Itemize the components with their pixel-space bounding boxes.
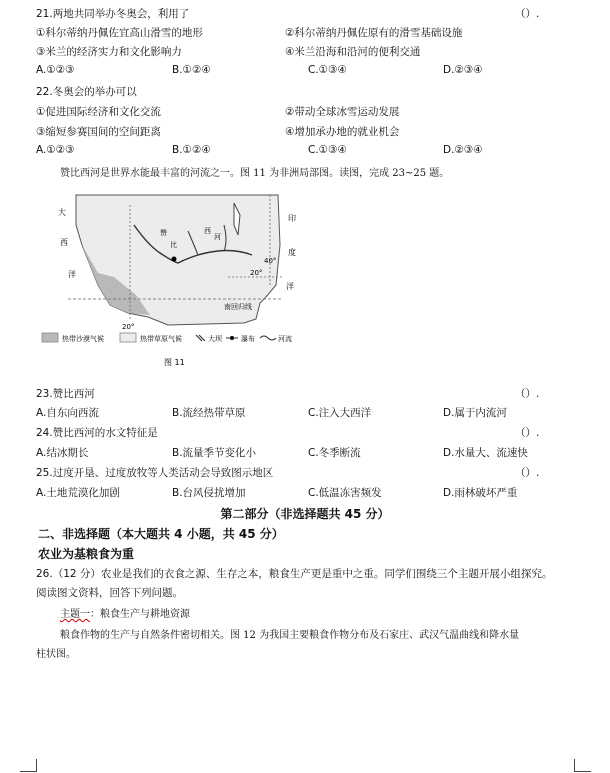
legend-falls-label: 瀑布 <box>241 335 255 343</box>
corner-mark-right <box>574 759 591 772</box>
q24-option-a: A.结冰期长 <box>36 447 89 459</box>
legend-falls-dot <box>230 336 234 340</box>
legend-river-label: 河流 <box>278 335 292 343</box>
legend-savanna-label: 热带草原气候 <box>140 335 182 343</box>
q21-answer-blank: （）. <box>515 8 540 20</box>
q23-option-a: A.自东向西流 <box>36 407 99 419</box>
q23-option-b: B.流经热带草原 <box>172 407 246 419</box>
part2-heading: 第二部分（非选择题共 45 分） <box>220 507 390 521</box>
q21-option-a: A.①②③ <box>36 64 75 76</box>
q22-option-d: D.②③④ <box>443 144 483 156</box>
theme-one <box>60 605 190 620</box>
label-xi: 西 <box>60 238 68 247</box>
q24-option-d: D.水量大、流速快 <box>443 447 528 459</box>
q25-option-a: A.土地荒漠化加剧 <box>36 487 120 499</box>
legend-desert-label: 热带沙漠气候 <box>62 335 104 343</box>
label-yin: 印 <box>288 214 296 223</box>
lon-20-label: 20° <box>122 323 135 331</box>
q21-option-b: B.①②④ <box>172 64 211 76</box>
waterfall-marker <box>172 257 177 262</box>
q24-stem: 24.赞比西河的水文特征是 <box>36 427 158 439</box>
river-label-zan: 赞 <box>160 229 167 237</box>
q25-option-d: D.雨林破坏严重 <box>443 487 518 499</box>
label-yang2: 洋 <box>286 282 294 291</box>
q24-option-b: B.流量季节变化小 <box>172 447 257 459</box>
q26-para-1: 粮食作物的生产与自然条件密切相关。图 12 为我国主要粮食作物分布及石家庄、武汉气温曲线和降水量 <box>60 630 520 641</box>
legend-savanna-swatch <box>120 333 136 342</box>
legend-dam-icon <box>196 335 205 341</box>
q21-statement-2: ②科尔蒂纳丹佩佐原有的滑雪基础设施 <box>285 27 463 39</box>
section2-heading: 二、非选择题（本大题共 4 小题，共 45 分） <box>38 527 284 541</box>
q25-option-b: B.台风侵扰增加 <box>172 487 246 499</box>
q23-option-d: D.属于内流河 <box>443 407 507 419</box>
figure-caption: 图 11 <box>164 358 185 367</box>
q21-stem: 21.两地共同举办冬奥会，利用了 <box>36 8 190 20</box>
river-label-he: 河 <box>214 233 221 241</box>
q21-option-d: D.②③④ <box>443 64 483 76</box>
theme-one-label: 主题一 <box>60 609 90 620</box>
q21-statement-3: ③米兰的经济实力和文化影响力 <box>36 46 182 58</box>
q22-stem: 22.冬奥会的举办可以 <box>36 86 137 98</box>
q23-stem: 23.赞比西河 <box>36 388 95 400</box>
map-intro: 赞比西河是世界水能最丰富的河流之一。图 11 为非洲局部图。读图，完成 23~25 题。 <box>60 168 450 179</box>
q22-statement-3: ③缩短参赛国间的空间距离 <box>36 126 161 138</box>
q21-option-c: C.①③④ <box>308 64 347 76</box>
q26-para-2: 柱状图。 <box>36 649 76 660</box>
topic-heading: 农业为基粮食为重 <box>38 547 135 561</box>
river-label-bi: 比 <box>170 241 177 249</box>
river-label-xi: 西 <box>204 227 211 235</box>
label-yang1: 洋 <box>68 270 76 279</box>
q24-option-c: C.冬季断流 <box>308 447 361 459</box>
lat-20-label: 20° <box>250 269 263 277</box>
legend-river-icon <box>260 336 276 340</box>
q25-answer-blank: （）. <box>515 467 540 479</box>
lon-40-label: 40° <box>264 257 277 265</box>
q24-answer-blank: （）. <box>515 427 540 439</box>
q26-line-2: 阅读图文资料，回答下列问题。 <box>36 587 183 599</box>
q22-option-b: B.①②④ <box>172 144 211 156</box>
q22-statement-4: ④增加承办地的就业机会 <box>285 126 400 138</box>
q23-answer-blank: （）. <box>515 388 540 400</box>
africa-map <box>38 185 308 370</box>
q26-line-1: 26.（12 分）农业是我们的衣食之源、生存之本，粮食生产更是重中之重。同学们围绕三个主题开展小组探究。 <box>36 568 553 580</box>
legend-desert-swatch <box>42 333 58 342</box>
q22-option-a: A.①②③ <box>36 144 75 156</box>
q21-statement-1: ①科尔蒂纳丹佩佐宜高山滑雪的地形 <box>36 27 203 39</box>
tropic-label: 南回归线 <box>224 303 252 311</box>
theme-one-title: ：粮食生产与耕地资源 <box>90 609 190 620</box>
q25-option-c: C.低温冻害频发 <box>308 487 382 499</box>
legend-dam-label: 大坝 <box>208 335 222 343</box>
q25-stem: 25.过度开垦、过度放牧等人类活动会导致图示地区 <box>36 467 274 479</box>
corner-mark-left <box>20 759 37 772</box>
label-du: 度 <box>288 248 296 257</box>
q21-statement-4: ④米兰沿海和沿河的便利交通 <box>285 46 421 58</box>
q22-statement-2: ②带动全球冰雪运动发展 <box>285 106 400 118</box>
q22-option-c: C.①③④ <box>308 144 347 156</box>
q22-statement-1: ①促进国际经济和文化交流 <box>36 106 161 118</box>
label-da: 大 <box>58 208 66 217</box>
q23-option-c: C.注入大西洋 <box>308 407 372 419</box>
